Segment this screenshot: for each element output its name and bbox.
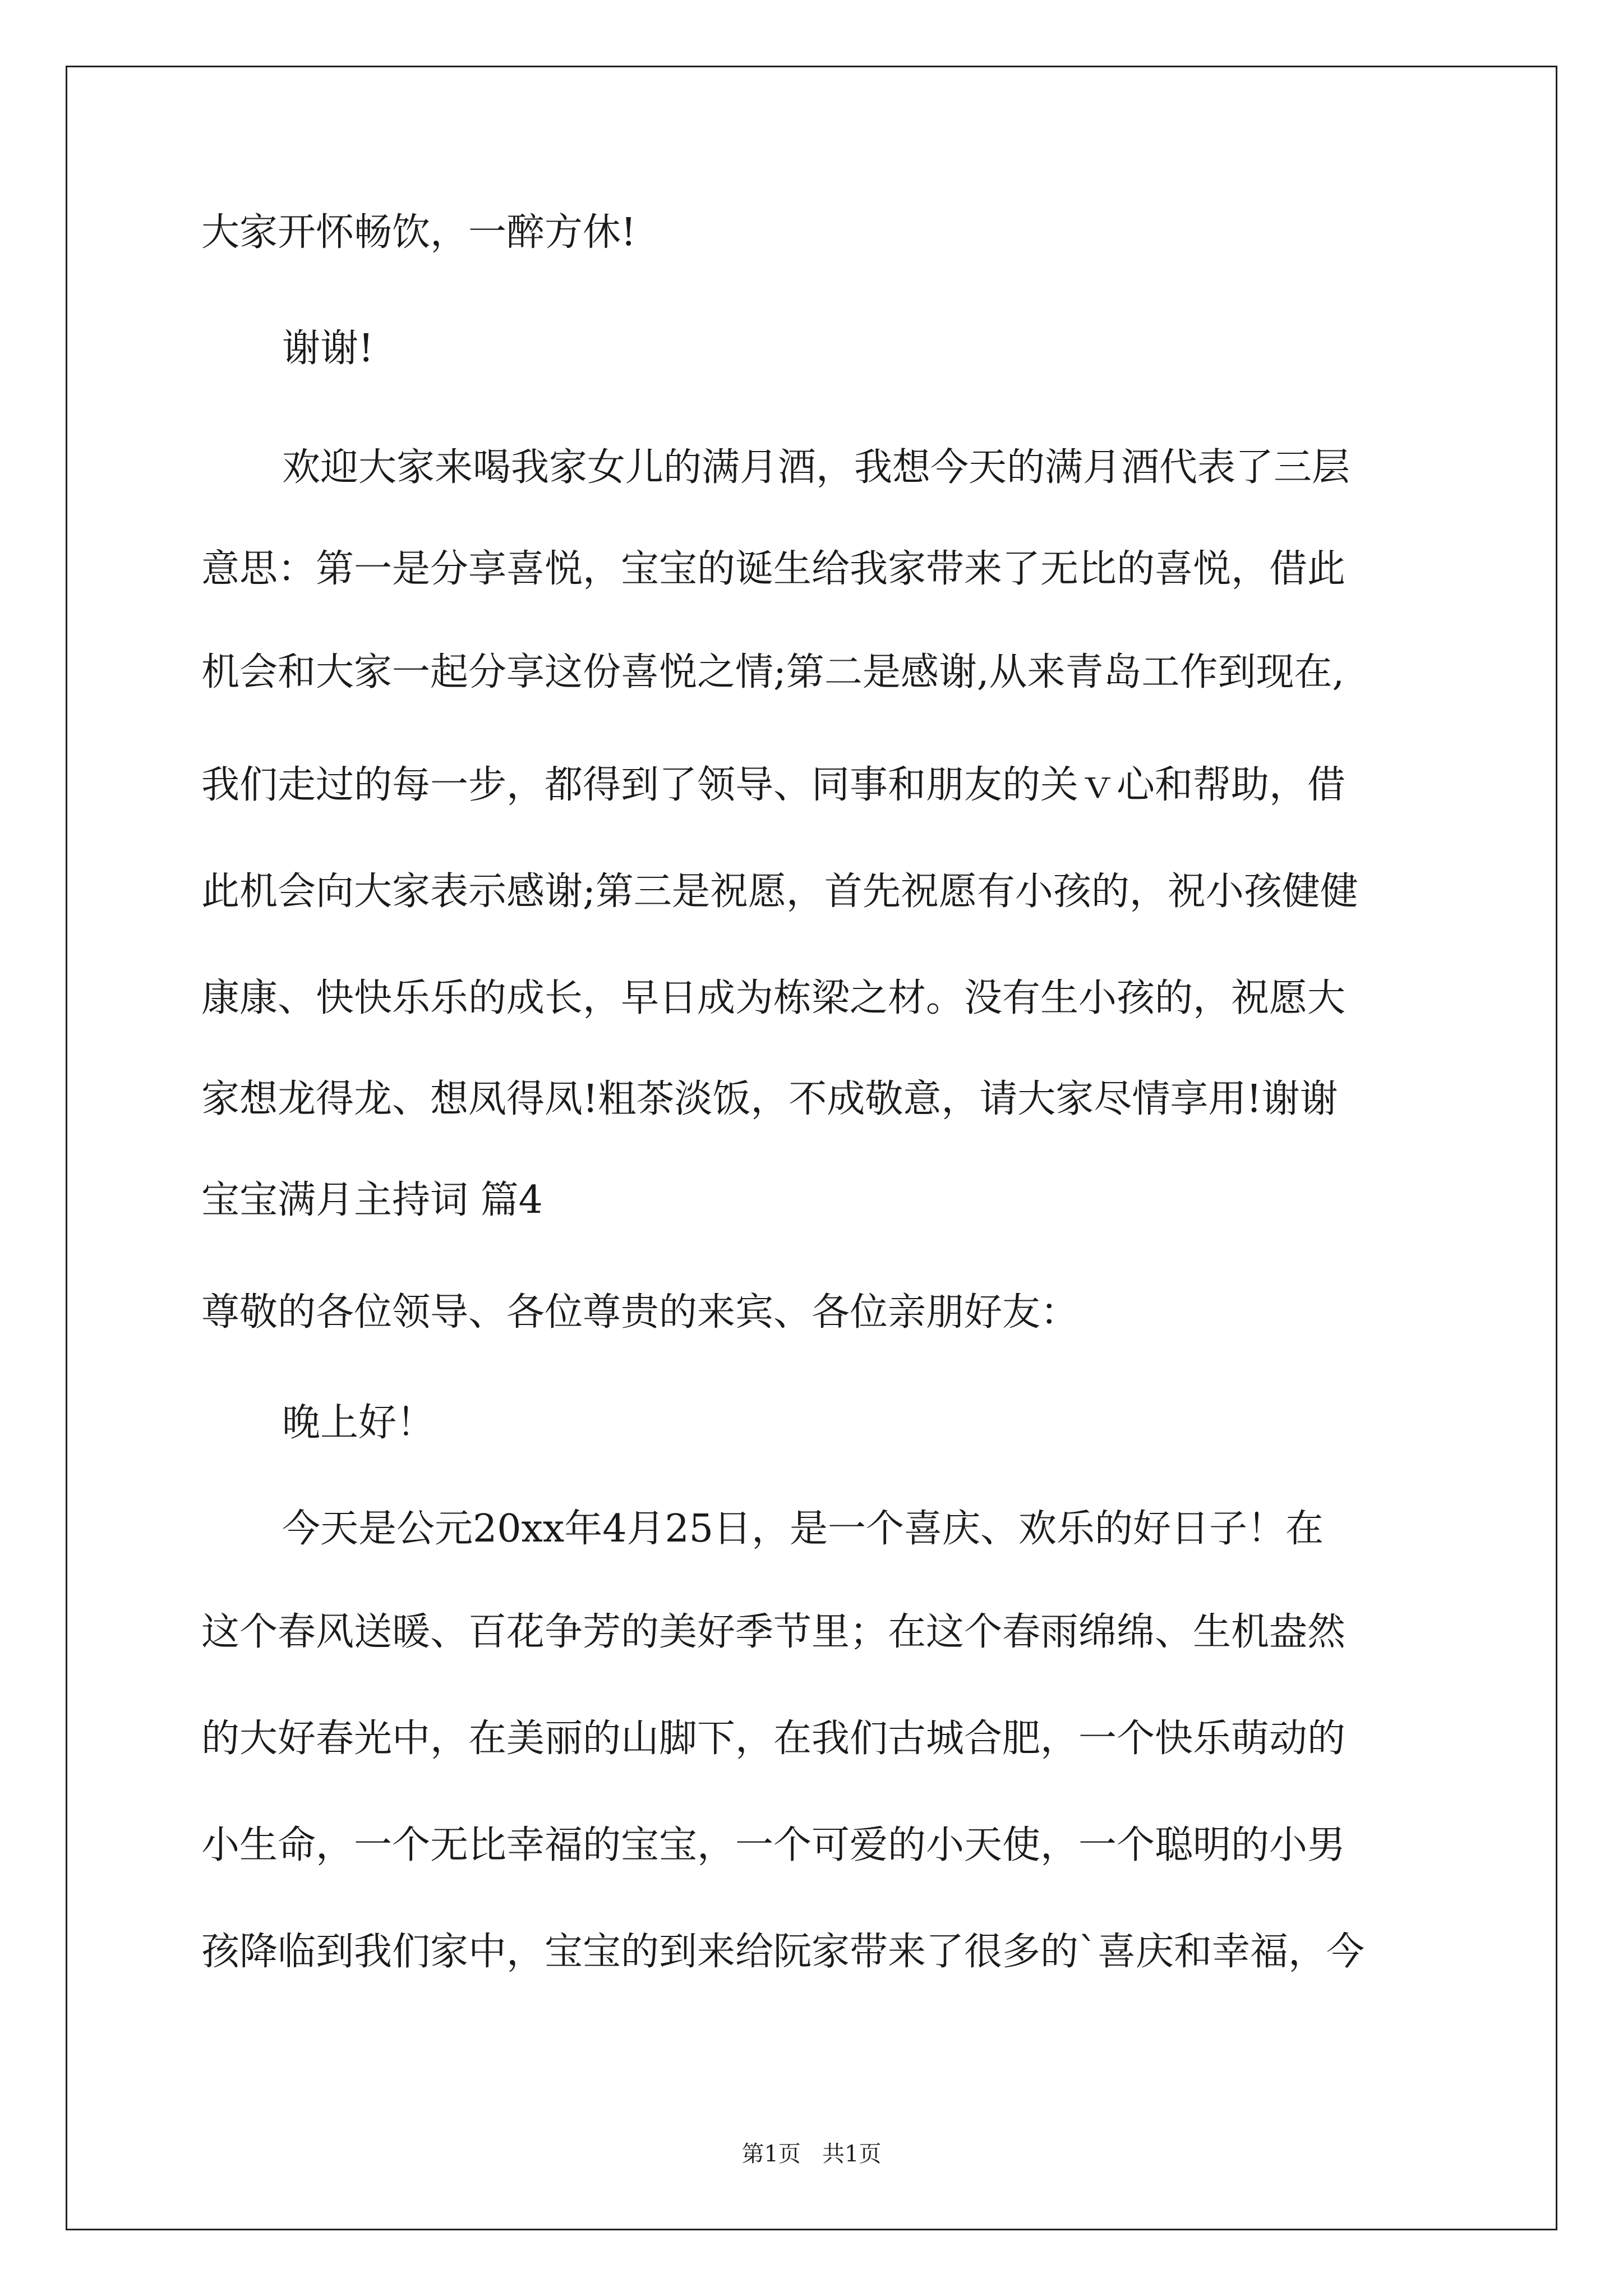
page-footer: 第1页 共1页 bbox=[741, 2141, 882, 2167]
text-line: 孩降临到我们家中，宝宝的到来给阮家带来了很多的`喜庆和幸福，今 bbox=[201, 1930, 1365, 1974]
page-border bbox=[66, 66, 1557, 2230]
text-line: 大家开怀畅饮，一醉方休! bbox=[201, 210, 637, 255]
text-line: 康康、快快乐乐的成长，早日成为栋梁之材。没有生小孩的，祝愿大 bbox=[201, 976, 1346, 1020]
text-line: 机会和大家一起分享这份喜悦之情;第二是感谢,从来青岛工作到现在, bbox=[201, 650, 1345, 694]
paragraph-first-line: 欢迎大家来喝我家女儿的满月酒，我想今天的满月酒代表了三层 bbox=[282, 445, 1350, 490]
text-line: 意思：第一是分享喜悦，宝宝的诞生给我家带来了无比的喜悦，借此 bbox=[201, 547, 1346, 591]
text-line: 小生命，一个无比幸福的宝宝，一个可爱的小天使，一个聪明的小男 bbox=[201, 1823, 1346, 1867]
text-line: 谢谢! bbox=[282, 326, 374, 371]
text-line: 家想龙得龙、想凤得凤!粗茶淡饭，不成敬意，请大家尽情享用!谢谢 bbox=[201, 1077, 1338, 1121]
paragraph-first-line: 今天是公元20xx年4月25日，是一个喜庆、欢乐的好日子！在 bbox=[282, 1507, 1324, 1551]
greeting: 晚上好！ bbox=[282, 1401, 435, 1445]
text-line: 此机会向大家表示感谢;第三是祝愿，首先祝愿有小孩的，祝小孩健健 bbox=[201, 869, 1358, 914]
text-line: 这个春风送暖、百花争芳的美好季节里；在这个春雨绵绵、生机盎然 bbox=[201, 1610, 1346, 1654]
text-line: 的大好春光中，在美丽的山脚下，在我们古城合肥，一个快乐萌动的 bbox=[201, 1717, 1346, 1761]
salutation: 尊敬的各位领导、各位尊贵的来宾、各位亲朋好友： bbox=[201, 1290, 1079, 1335]
text-line: 我们走过的每一步，都得到了领导、同事和朋友的关ｖ心和帮助，借 bbox=[201, 763, 1346, 807]
section-heading: 宝宝满月主持词 篇4 bbox=[201, 1178, 543, 1222]
